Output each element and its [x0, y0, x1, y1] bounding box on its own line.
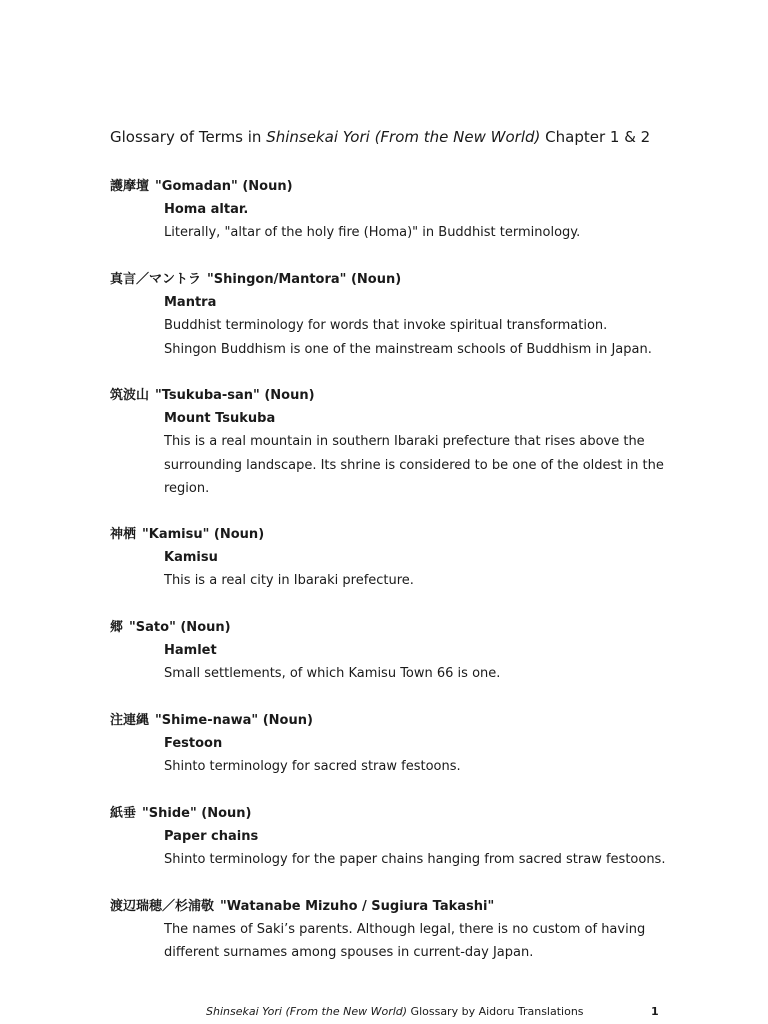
term-body: [164, 825, 670, 872]
description-line: different surnames among spouses in current-day Japan.: [164, 945, 534, 961]
term-kanji: 郷: [110, 620, 124, 635]
term-line: [110, 268, 670, 291]
glossary-entry-shide: [110, 802, 670, 872]
description-line: The names of Saki’s parents. Although legal, there is no custom of having: [164, 922, 646, 937]
description-line: Literally, "altar of the holy fire (Homa)" in Buddhist terminology.: [164, 225, 581, 241]
term-romaji: "Tsukuba-san" (Noun): [155, 388, 315, 403]
description-line: This is a real mountain in southern Ibaraki prefecture that rises above the: [164, 434, 645, 450]
description-line: region.: [164, 480, 210, 496]
glossary-entry-watanabe-sugiura: [110, 895, 670, 965]
term-gloss: Kamisu: [164, 550, 218, 565]
page-number: 1: [651, 1005, 659, 1018]
footer-rest: Glossary by Aidoru Translations: [407, 1005, 584, 1018]
term-line: [110, 384, 670, 407]
term-gloss: Paper chains: [164, 829, 259, 844]
term-gloss: Mount Tsukuba: [164, 411, 276, 426]
description-line: surrounding landscape. Its shrine is considered to be one of the oldest in the: [164, 457, 664, 473]
page-title: [110, 128, 650, 146]
term-gloss: Festoon: [164, 736, 223, 751]
term-romaji: "Shime-nawa" (Noun): [155, 713, 313, 728]
description-line: Shinto terminology for sacred straw festoons.: [164, 759, 461, 775]
term-kanji: 注連縄: [110, 713, 150, 728]
glossary-entry-shime-nawa: [110, 709, 670, 779]
term-body: [164, 732, 670, 779]
term-kanji: 真言／マントラ: [110, 272, 202, 287]
description-line: This is a real city in Ibaraki prefecture.: [164, 573, 414, 589]
term-line: [110, 802, 670, 825]
term-romaji: "Sato" (Noun): [129, 620, 231, 635]
title-prefix: Glossary of Terms in: [110, 128, 267, 146]
term-body: [164, 198, 670, 245]
glossary-entry-gomadan: [110, 175, 670, 245]
term-line: [110, 709, 670, 732]
footer-text: [206, 1005, 584, 1018]
term-body: [164, 291, 670, 361]
term-romaji: "Kamisu" (Noun): [142, 527, 265, 542]
term-line: [110, 616, 670, 639]
term-body: [164, 407, 670, 500]
term-gloss: Mantra: [164, 295, 217, 310]
term-romaji: "Shingon/Mantora" (Noun): [207, 272, 402, 287]
term-kanji: 渡辺瑞穂／杉浦敬: [110, 899, 215, 914]
title-italic: Shinsekai Yori (From the New World): [266, 128, 541, 146]
term-kanji: 神栖: [110, 527, 137, 542]
description-line: Shinto terminology for the paper chains hanging from sacred straw festoons.: [164, 852, 666, 868]
term-body: [164, 639, 670, 686]
footer-italic: Shinsekai Yori (From the New World): [206, 1005, 408, 1018]
description-line: Shingon Buddhism is one of the mainstream schools of Buddhism in Japan.: [164, 341, 652, 357]
term-kanji: 筑波山: [110, 388, 150, 403]
term-gloss: Homa altar.: [164, 202, 249, 217]
term-romaji: "Shide" (Noun): [142, 806, 252, 821]
term-line: [110, 175, 670, 198]
term-body: [164, 546, 670, 593]
term-romaji: "Gomadan" (Noun): [155, 179, 293, 194]
title-suffix: Chapter 1 & 2: [540, 128, 651, 146]
glossary-entry-shingon: [110, 268, 670, 361]
description-line: Buddhist terminology for words that invoke spiritual transformation.: [164, 318, 608, 334]
term-body: [164, 918, 670, 965]
glossary-entry-sato: [110, 616, 670, 686]
glossary-entry-kamisu: [110, 523, 670, 593]
term-line: [110, 895, 670, 918]
description-line: Small settlements, of which Kamisu Town 66 is one.: [164, 666, 501, 682]
term-kanji: 護摩壇: [110, 179, 150, 194]
term-kanji: 紙垂: [110, 806, 137, 821]
glossary-entry-tsukuba-san: [110, 384, 670, 500]
term-gloss: Hamlet: [164, 643, 217, 658]
term-romaji: "Watanabe Mizuho / Sugiura Takashi": [220, 899, 495, 914]
term-line: [110, 523, 670, 546]
